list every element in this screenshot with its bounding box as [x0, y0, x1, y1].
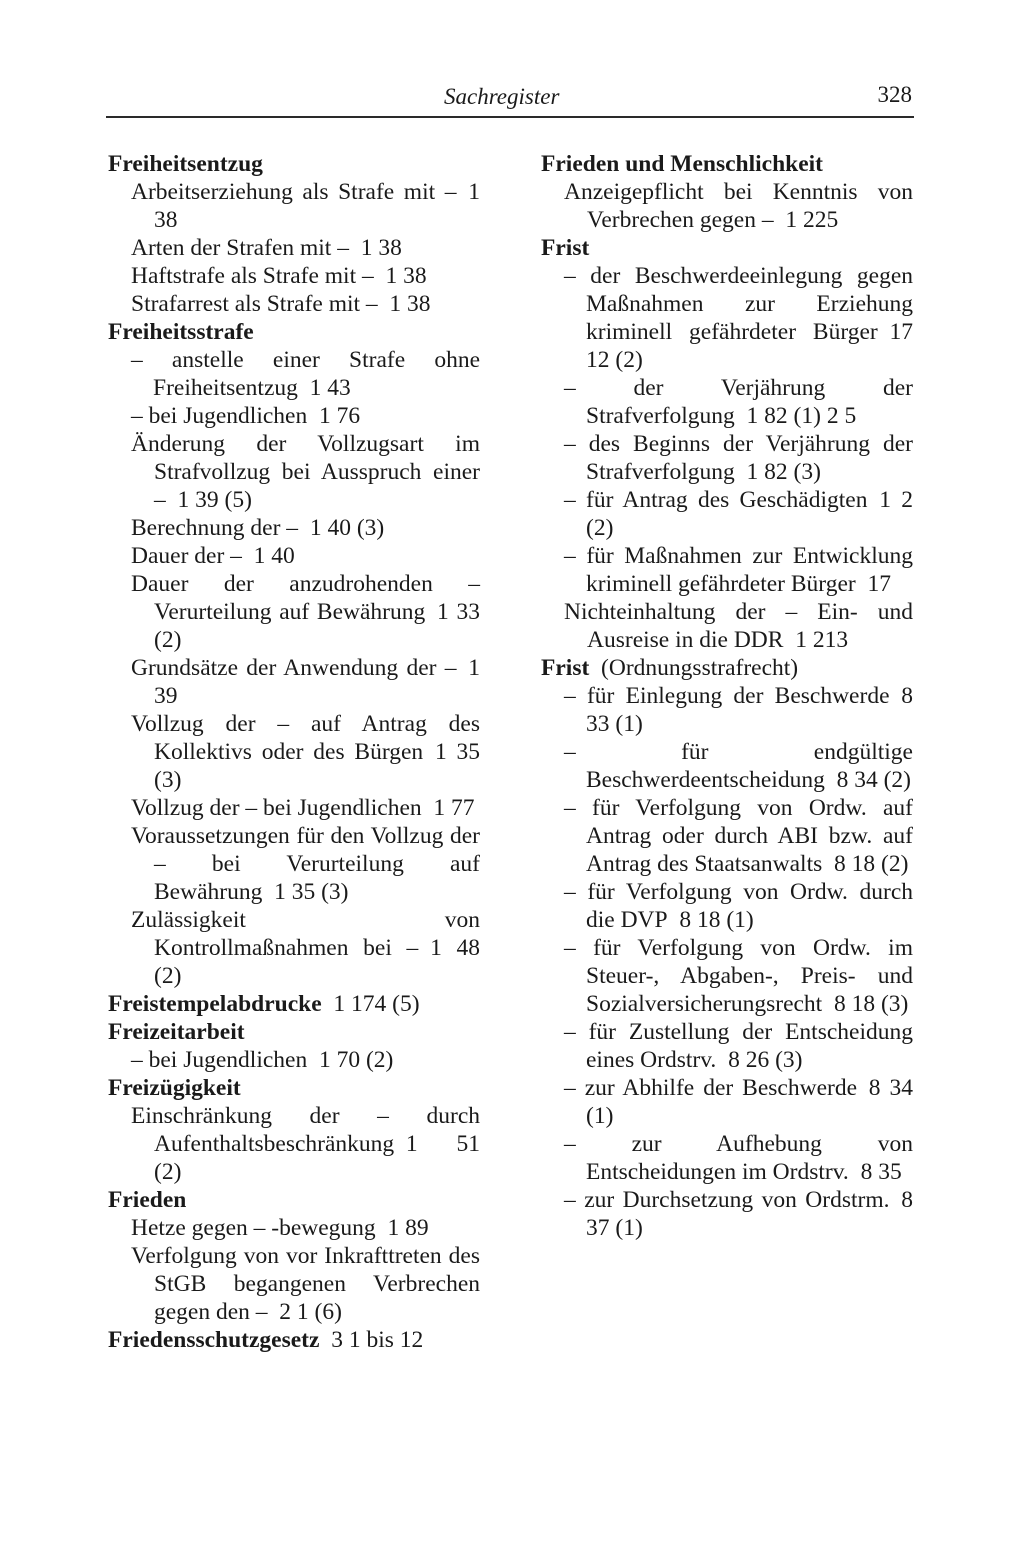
- reference: 17 12 (2): [586, 319, 913, 373]
- reference: 8 26 (3): [728, 1047, 803, 1073]
- reference: 17: [867, 571, 891, 597]
- index-entry: [108, 794, 480, 822]
- index-heading: [541, 234, 913, 262]
- entry-text: Haftstrafe als Strafe mit –: [131, 263, 374, 289]
- heading-text: Freizügigkeit: [108, 1075, 241, 1101]
- heading-text: Frieden: [108, 1187, 187, 1213]
- index-entry: [541, 794, 913, 878]
- reference: 8 34 (2): [836, 767, 911, 793]
- reference: 1 76: [318, 403, 361, 429]
- heading-text: Freizeitarbeit: [108, 1019, 245, 1045]
- reference: 1 2 (2): [586, 487, 913, 541]
- reference: 1 39: [154, 655, 480, 709]
- reference: 1 38: [154, 179, 480, 233]
- entry-text: – für Verfolgung von Ordw. im Steuer-, Abgaben-, Preis- und Sozialversicherungsrecht: [564, 935, 913, 1017]
- reference: 1 82 (3): [746, 459, 821, 485]
- entry-text: Vollzug der – bei Jugendlichen: [131, 795, 422, 821]
- index-entry: [541, 178, 913, 234]
- heading-text: Frist: [541, 235, 590, 261]
- heading-text: Freiheitsstrafe: [108, 319, 254, 345]
- index-entry: [541, 682, 913, 738]
- entry-text: Dauer der anzudrohenden – Verurteilung auf Bewährung: [131, 571, 480, 625]
- page-number: 328: [877, 82, 912, 107]
- entry-text: Verfolgung von vor Inkrafttreten des StGB begangenen Verbrechen gegen den –: [131, 1243, 480, 1325]
- index-heading: [541, 654, 913, 682]
- index-heading: [108, 150, 480, 178]
- reference: 1 43: [309, 375, 351, 401]
- reference: 1 77: [433, 795, 475, 821]
- reference: 1 89: [387, 1215, 429, 1241]
- index-entry: [108, 262, 480, 290]
- entry-text: Voraussetzungen für den Vollzug der – bei Verurteilung auf Bewährung: [131, 823, 480, 905]
- entry-text: – bei Jugendlichen: [131, 1047, 308, 1073]
- heading-text: Frieden und Menschlichkeit: [541, 151, 824, 177]
- index-heading: [541, 150, 913, 178]
- entry-text: Strafarrest als Strafe mit –: [131, 291, 378, 317]
- index-heading: [108, 1186, 480, 1214]
- index-heading: [108, 1326, 480, 1354]
- reference: 2 1 (6): [279, 1299, 342, 1325]
- reference: 1 48 (2): [154, 935, 480, 989]
- index-entry: [541, 1130, 913, 1186]
- entry-text: Änderung der Vollzugsart im Strafvollzug bei Ausspruch einer –: [131, 431, 480, 513]
- header-rule: [106, 116, 914, 118]
- reference: 1 39 (5): [177, 487, 252, 513]
- heading-qualifier: (Ordnungsstrafrecht): [601, 655, 799, 681]
- entry-text: Arten der Strafen mit –: [131, 235, 349, 261]
- reference: 1 35 (3): [274, 879, 349, 905]
- reference: 1 38: [389, 291, 431, 317]
- reference: 1 51 (2): [154, 1131, 480, 1185]
- index-entry: [108, 430, 480, 514]
- index-entry: [108, 1102, 480, 1186]
- index-column-right: [541, 150, 913, 1242]
- heading-text: Freistempelabdrucke: [108, 991, 322, 1017]
- entry-text: Nichteinhaltung der – Ein- und Ausreise in die DDR: [564, 599, 913, 653]
- index-entry: [108, 290, 480, 318]
- entry-text: Dauer der –: [131, 543, 242, 569]
- entry-text: – anstelle einer Strafe ohne Freiheitsentzug: [131, 347, 480, 401]
- entry-text: – der Beschwerdeeinlegung gegen Maßnahmen zur Erziehung kriminell gefährdeter Bürger: [564, 263, 913, 345]
- index-heading: [108, 990, 480, 1018]
- entry-text: Grundsätze der Anwendung der –: [131, 655, 457, 681]
- entry-text: – des Beginns der Verjährung der Strafverfolgung: [564, 431, 913, 485]
- reference: 1 40: [253, 543, 295, 569]
- entry-text: – zur Durchsetzung von Ordstrm.: [564, 1187, 890, 1213]
- entry-text: Berechnung der –: [131, 515, 299, 541]
- running-title: Sachregister: [444, 84, 560, 109]
- index-entry: [541, 486, 913, 542]
- reference: 1 38: [385, 263, 427, 289]
- index-entry: [541, 262, 913, 374]
- reference: 3 1 bis 12: [331, 1327, 424, 1353]
- index-entry: [541, 374, 913, 430]
- index-entry: [541, 878, 913, 934]
- reference: 8 34 (1): [586, 1075, 913, 1129]
- index-heading: [108, 318, 480, 346]
- index-entry: [108, 178, 480, 234]
- entry-text: – für Maßnahmen zur Entwicklung kriminell gefährdeter Bürger: [564, 543, 913, 597]
- reference: 1 213: [795, 627, 849, 653]
- entry-text: Einschränkung der – durch Aufenthaltsbeschränkung: [131, 1103, 480, 1157]
- index-entry: [108, 402, 480, 430]
- reference: 8 35: [860, 1159, 902, 1185]
- index-entry: [108, 710, 480, 794]
- index-entry: [541, 598, 913, 654]
- entry-text: Arbeitserziehung als Strafe mit –: [131, 179, 457, 205]
- index-entry: [108, 1214, 480, 1242]
- heading-text: Freiheitsentzug: [108, 151, 263, 177]
- reference: 8 37 (1): [586, 1187, 913, 1241]
- reference: 8 18 (1): [679, 907, 754, 933]
- running-header: [106, 82, 914, 112]
- index-entry: [108, 906, 480, 990]
- entry-text: Vollzug der – auf Antrag des Kollektivs oder des Bürgen: [131, 711, 480, 765]
- index-entry: [108, 1046, 480, 1074]
- index-column-left: [108, 150, 480, 1354]
- entry-text: – für endgültige Beschwerdeentscheidung: [564, 739, 913, 793]
- reference: 1 70 (2): [318, 1047, 394, 1073]
- reference: 1 38: [360, 235, 402, 261]
- index-entry: [108, 570, 480, 654]
- heading-text: Frist: [541, 655, 590, 681]
- entry-text: – zur Abhilfe der Beschwerde: [564, 1075, 858, 1101]
- entry-text: – für Zustellung der Entscheidung eines Ordstrv.: [564, 1019, 913, 1073]
- index-entry: [108, 514, 480, 542]
- index-heading: [108, 1018, 480, 1046]
- reference: 1 40 (3): [309, 515, 385, 541]
- entry-text: Anzeigepflicht bei Kenntnis von Verbrechen gegen –: [564, 179, 913, 233]
- heading-text: Friedensschutzgesetz: [108, 1327, 320, 1353]
- reference: 1 225: [785, 207, 839, 233]
- reference: 1 35 (3): [154, 739, 480, 793]
- entry-text: – bei Jugendlichen: [131, 403, 308, 429]
- entry-text: – zur Aufhebung von Entscheidungen im Ordstrv.: [564, 1131, 913, 1185]
- entry-text: Hetze gegen – -bewegung: [131, 1215, 376, 1241]
- index-entry: [108, 542, 480, 570]
- index-entry: [108, 1242, 480, 1326]
- reference: 8 33 (1): [586, 683, 913, 737]
- index-entry: [108, 346, 480, 402]
- entry-text: – für Verfolgung von Ordw. durch die DVP: [564, 879, 913, 933]
- index-entry: [108, 234, 480, 262]
- index-entry: [541, 430, 913, 486]
- index-heading: [108, 1074, 480, 1102]
- reference: 8 18 (2): [834, 851, 909, 877]
- index-entry: [108, 654, 480, 710]
- entry-text: – für Einlegung der Beschwerde: [564, 683, 890, 709]
- index-entry: [541, 1074, 913, 1130]
- reference: 1 33 (2): [154, 599, 480, 653]
- index-entry: [541, 542, 913, 598]
- entry-text: Zulässigkeit von Kontrollmaßnahmen bei –: [131, 907, 480, 961]
- index-entry: [541, 1018, 913, 1074]
- index-entry: [541, 738, 913, 794]
- entry-text: – für Verfolgung von Ordw. auf Antrag oder durch ABI bzw. auf Antrag des Staatsanwalts: [564, 795, 913, 877]
- reference: 8 18 (3): [833, 991, 909, 1017]
- entry-text: – für Antrag des Geschädigten: [564, 487, 868, 513]
- entry-text: – der Verjährung der Strafverfolgung: [564, 375, 913, 429]
- index-entry: [108, 822, 480, 906]
- reference: 1 174 (5): [333, 991, 420, 1017]
- index-entry: [541, 934, 913, 1018]
- reference: 1 82 (1) 2 5: [746, 403, 857, 429]
- index-entry: [541, 1186, 913, 1242]
